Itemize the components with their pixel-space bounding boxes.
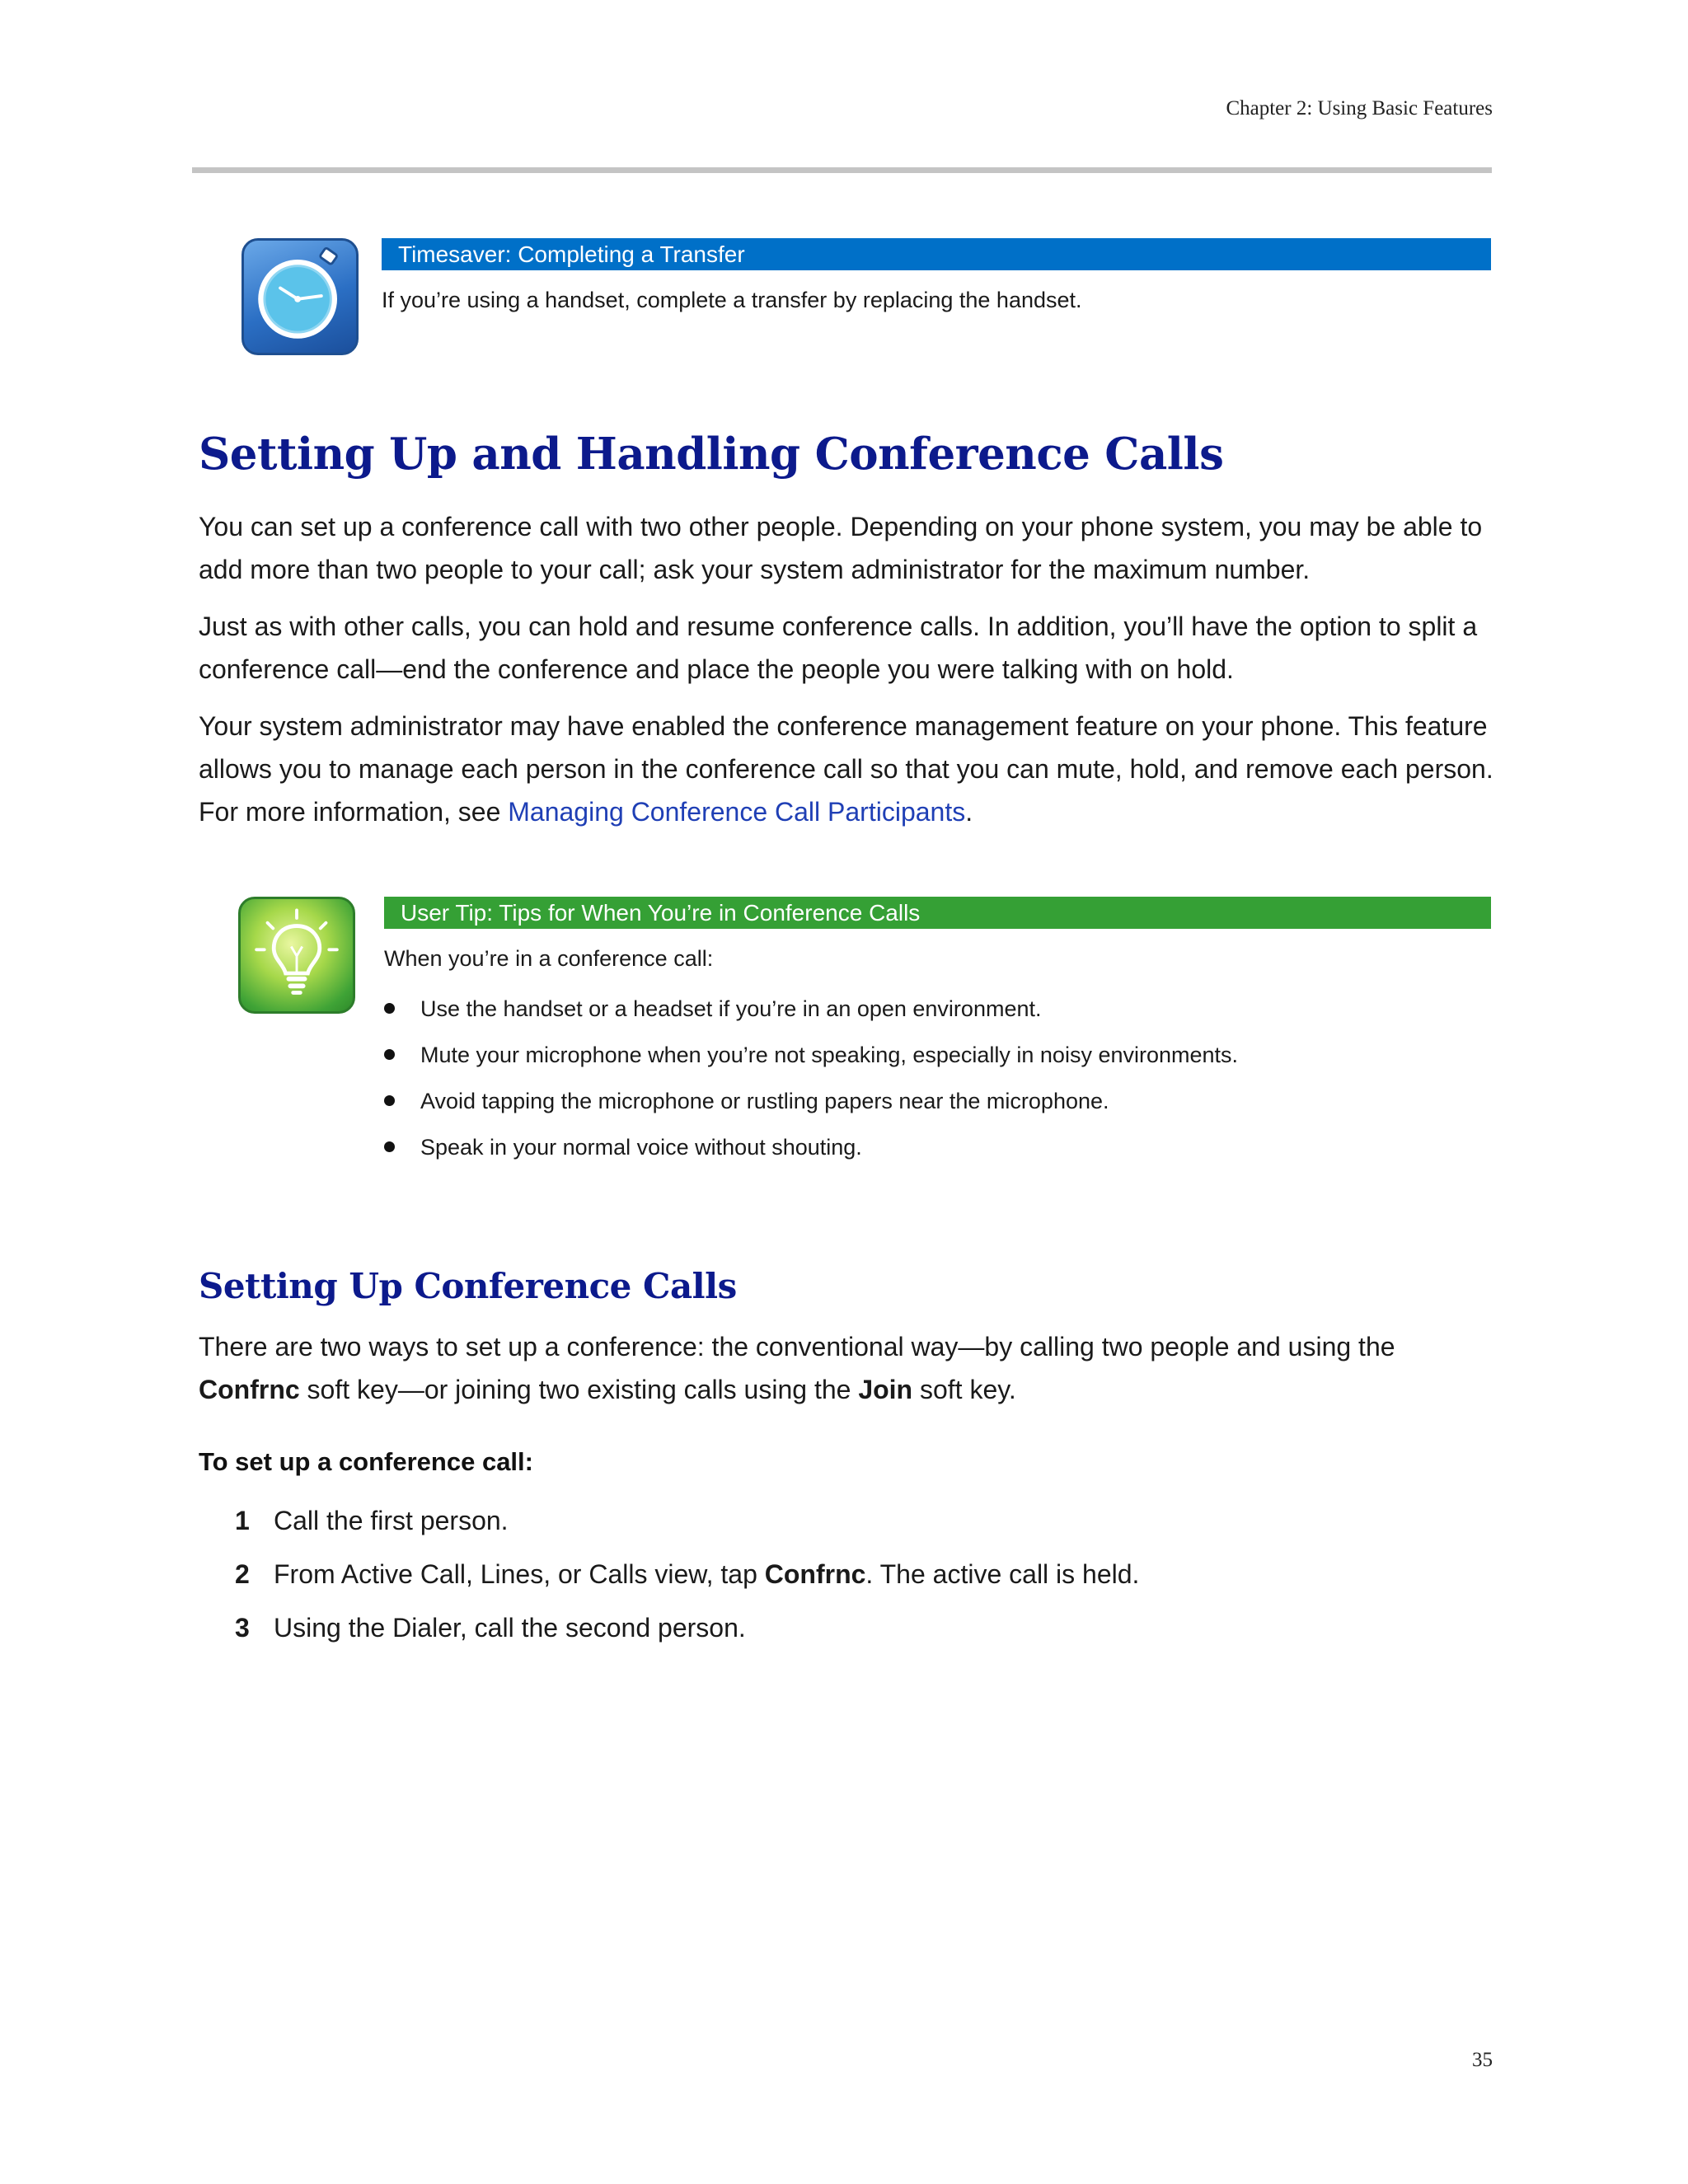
procedure-title: To set up a conference call: — [199, 1447, 533, 1476]
join-key-label: Join — [858, 1375, 913, 1404]
list-item — [420, 1133, 1238, 1179]
bullet-icon — [384, 1095, 395, 1106]
bullet-icon — [384, 1141, 395, 1152]
subsection-title: Setting Up Conference Calls — [199, 1266, 737, 1306]
timesaver-title: Timesaver: Completing a Transfer — [382, 238, 1491, 270]
user-tip-list — [420, 995, 1238, 1179]
lightbulb-graphic — [241, 899, 353, 1011]
confrnc-key-label: Confrnc — [199, 1375, 300, 1404]
list-item — [420, 995, 1238, 1041]
step-text — [274, 1557, 1139, 1591]
paragraph-3-end: . — [965, 797, 973, 827]
list-item — [420, 1087, 1238, 1133]
list-item-text: Speak in your normal voice without shouting. — [420, 1135, 862, 1160]
lightbulb-icon — [238, 897, 355, 1014]
subsection-text-3: soft key. — [912, 1375, 1016, 1404]
paragraph-3-text: Your system administrator may have enabled the conference management feature on your phone. This feature allows you to manage each person in the conference call so that you can mute, hold, and remove each person. For more information, see — [199, 711, 1493, 827]
stopwatch-graphic — [244, 241, 356, 353]
confrnc-key-label: Confrnc — [764, 1559, 866, 1589]
step-number: 1 — [235, 1506, 250, 1535]
subsection-text-2: soft key—or joining two existing calls using the — [299, 1375, 859, 1404]
user-tip-intro: When you’re in a conference call: — [384, 946, 714, 971]
step-number: 3 — [235, 1613, 250, 1643]
step-text-part: From Active Call, Lines, or Calls view, tap — [274, 1559, 765, 1589]
timesaver-body: If you’re using a handset, complete a transfer by replacing the handset. — [382, 288, 1082, 312]
subsection-text-1: There are two ways to set up a conference: the conventional way—by calling two people and using the — [199, 1332, 1395, 1361]
step-text: Call the first person. — [274, 1506, 509, 1535]
list-item-text: Avoid tapping the microphone or rustling papers near the microphone. — [420, 1089, 1109, 1113]
managing-participants-link[interactable]: Managing Conference Call Participants — [508, 797, 966, 827]
step-text-part: . The active call is held. — [865, 1559, 1140, 1589]
section-title: Setting Up and Handling Conference Calls — [199, 429, 1224, 480]
chapter-header: Chapter 2: Using Basic Features — [1226, 97, 1493, 120]
page-number: 35 — [1472, 2049, 1493, 2071]
list-item-text: Mute your microphone when you’re not speaking, especially in noisy environments. — [420, 1043, 1239, 1067]
list-item — [420, 1041, 1238, 1087]
section-paragraph-1: You can set up a conference call with two other people. Depending on your phone system, you may be able to add more than two people to your call; ask your system administrator for the maximum number. — [199, 512, 1483, 584]
bullet-icon — [384, 1049, 395, 1060]
subsection-paragraph — [199, 1325, 1497, 1411]
step-number: 2 — [235, 1559, 250, 1589]
stopwatch-icon — [241, 238, 359, 355]
header-rule — [192, 167, 1492, 173]
bullet-icon — [384, 1003, 395, 1014]
section-paragraph-3 — [199, 705, 1497, 833]
list-item-text: Use the handset or a headset if you’re in an open environment. — [420, 996, 1042, 1021]
section-paragraph-2: Just as with other calls, you can hold and resume conference calls. In addition, you’ll have the option to split a conference call—end the conference and place the people you were talking with on hold. — [199, 612, 1478, 684]
user-tip-title: User Tip: Tips for When You’re in Conference Calls — [384, 897, 1491, 929]
step-text: Using the Dialer, call the second person. — [274, 1613, 746, 1643]
